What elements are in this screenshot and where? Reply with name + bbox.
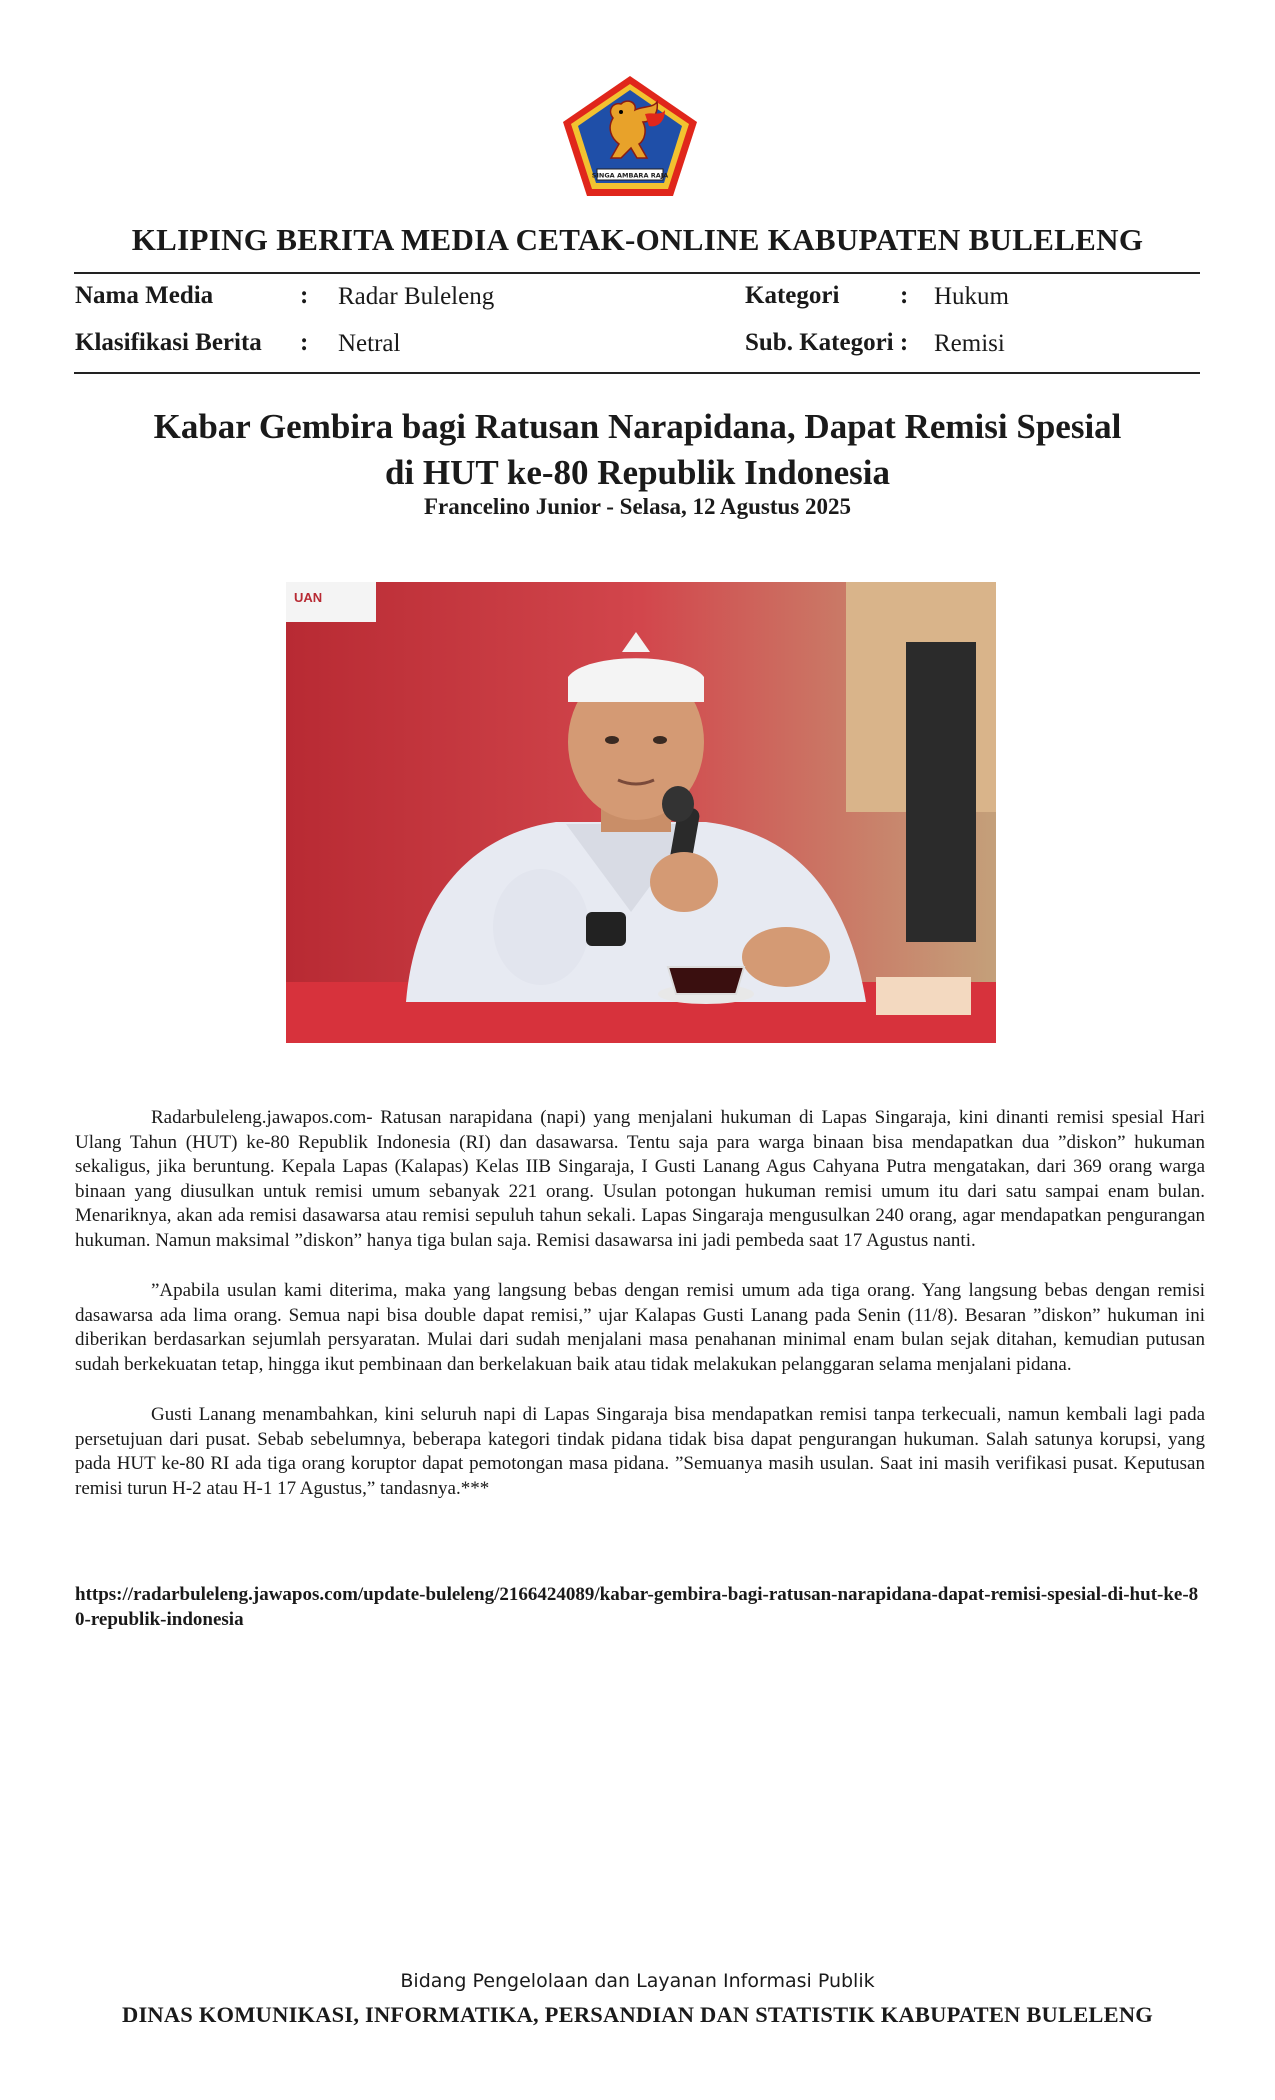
regency-emblem-logo [561, 74, 699, 198]
classification-colon: : [300, 329, 309, 356]
article-title [80, 404, 1195, 496]
footer-office-name: DINAS KOMUNIKASI, INFORMATIKA, PERSANDIAN DAN STATISTIK KABUPATEN BULELENG [122, 2002, 1153, 2027]
clipping-header-title: KLIPING BERITA MEDIA CETAK-ONLINE KABUPATEN BULELENG [131, 222, 1144, 257]
svg-text:UAN: UAN [294, 590, 323, 605]
header-divider-bottom [74, 372, 1200, 374]
classification-label: Klasifikasi Berita [75, 329, 262, 356]
emblem-graphic [561, 74, 699, 198]
category-colon: : [900, 282, 909, 309]
article-paragraph-2: ”Apabila usulan kami diterima, maka yang langsung bebas dengan remisi umum ada tiga orang. Yang langsung bebas dengan remisi dasawarsa ada lima orang. Semua napi bisa double dapat remisi,” ujar Kalapas Gusti Lanang pada Senin (11/8). Besaran ”diskon” hukuman ini diberikan berdasarkan sejumlah persyaratan. Mulai dari sudah menjalani masa penahanan minimal enam bulan sejak ditahan, kemudian putusan sudah berkekuatan tetap, hingga ikut pembinaan dan berkelakuan baik atau tidak melakukan pelanggaran selama menjalani pidana. [75, 1280, 1205, 1375]
subcategory-label: Sub. Kategori : [745, 329, 909, 356]
media-name-colon: : [300, 282, 309, 309]
footer-unit-name: Bidang Pengelolaan dan Layanan Informasi Publik [400, 1970, 875, 1992]
article-title-line-2: di HUT ke-80 Republik Indonesia [384, 453, 891, 492]
article-byline: Francelino Junior - Selasa, 12 Agustus 2025 [423, 494, 852, 519]
source-url-link[interactable]: https://radarbuleleng.jawapos.com/update-buleleng/2166424089/kabar-gembira-bagi-ratusan-narapidana-dapat-remisi-spesial-di-hut-ke-80-republik-indonesia [75, 1584, 1199, 1630]
category-label: Kategori [745, 282, 840, 309]
article-body [75, 1106, 1205, 1527]
speaker-photo-graphic [286, 582, 996, 1043]
category-value: Hukum [934, 283, 1009, 310]
article-photo [286, 582, 996, 1043]
subcategory-value: Remisi [934, 330, 1005, 357]
article-paragraph-1: Radarbuleleng.jawapos.com- Ratusan narapidana (napi) yang menjalani hukuman di Lapas Singaraja, kini dinanti remisi spesial Hari Ulang Tahun (HUT) ke-80 Republik Indonesia (RI) dan dasawarsa. Tentu saja para warga binaan bisa mendapatkan dua ”diskon” hukuman sekaligus, jika beruntung. Kepala Lapas (Kalapas) Kelas IIB Singaraja, I Gusti Lanang Agus Cahyana Putra mengatakan, dari 369 orang warga binaan yang diusulkan untuk remisi umum sebanyak 221 orang. Usulan potongan hukuman remisi umum itu dari satu sampai enam bulan. Menariknya, akan ada remisi dasawarsa atau remisi sepuluh tahun sekali. Lapas Singaraja mengusulkan 240 orang, agar mendapatkan pengurangan hukuman. Namun maksimal ”diskon” hanya tiga bulan saja. Remisi dasawarsa ini jadi pembeda saat 17 Agustus nanti. [75, 1107, 1205, 1251]
header-divider-top [74, 272, 1200, 274]
svg-text:SINGA AMBARA RAJA: SINGA AMBARA RAJA [591, 171, 669, 180]
article-title-line-1: Kabar Gembira bagi Ratusan Narapidana, Dapat Remisi Spesial [153, 407, 1122, 446]
article-paragraph-3: Gusti Lanang menambahkan, kini seluruh napi di Lapas Singaraja bisa mendapatkan remisi tanpa terkecuali, namun kembali lagi pada persetujuan dari pusat. Sebab sebelumnya, beberapa kategori tindak pidana tidak bisa dapat pengurangan hukuman. Salah satunya korupsi, yang pada HUT ke-80 RI ada tiga orang koruptor dapat pemotongan masa pidana. ”Semuanya masih usulan. Saat ini masih verifikasi pusat. Keputusan remisi turun H-2 atau H-1 17 Agustus,” tandasnya.*** [75, 1404, 1205, 1499]
media-name-label: Nama Media [75, 282, 214, 309]
classification-value: Netral [338, 330, 401, 357]
media-name-value: Radar Buleleng [338, 283, 495, 310]
